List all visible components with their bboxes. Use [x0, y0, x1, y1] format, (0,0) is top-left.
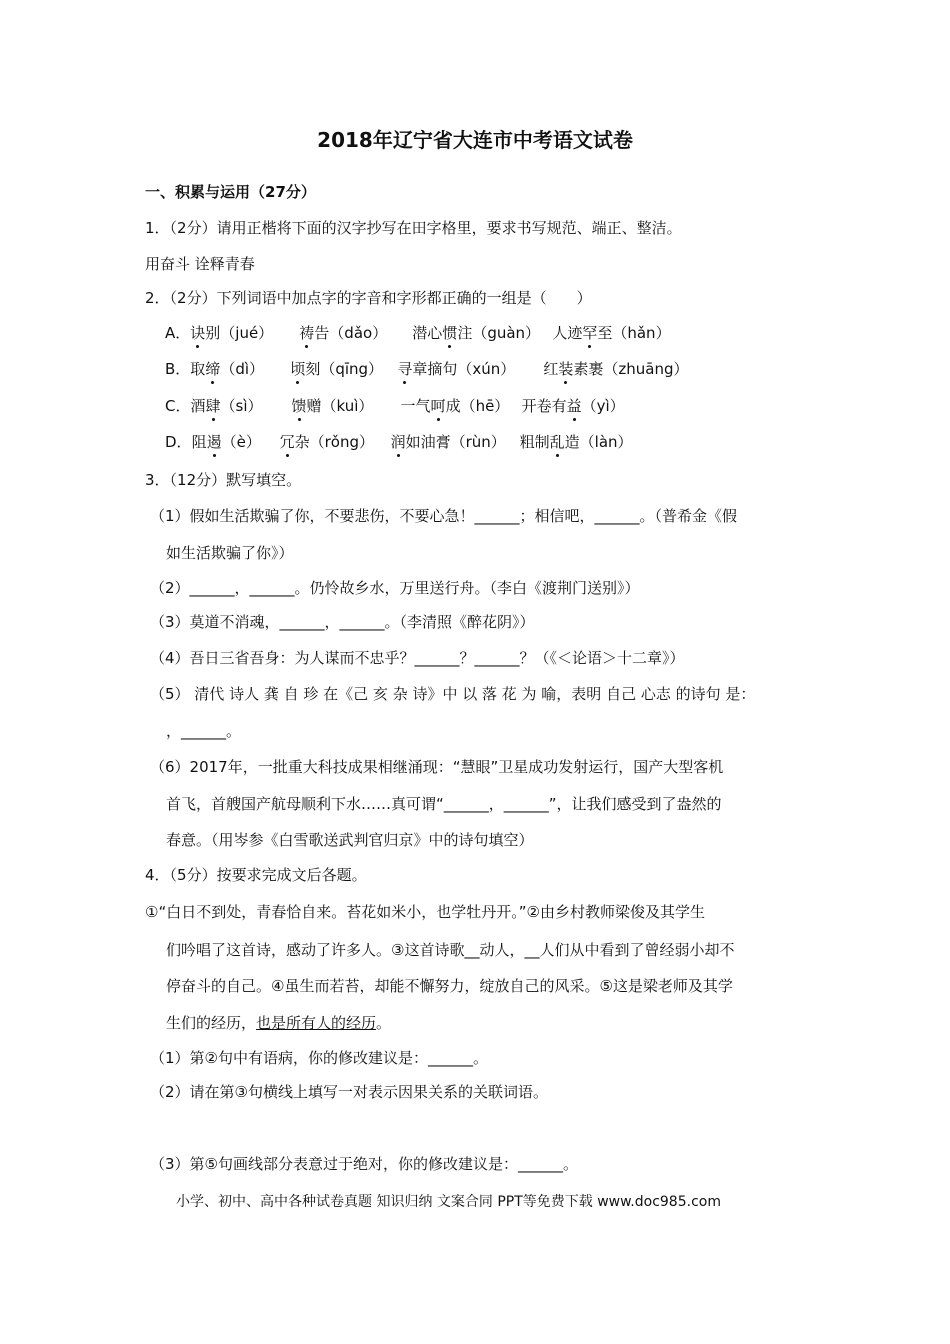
q2-stem: 2．（2分）下列词语中加点字的字音和字形都正确的一组是（ ）: [145, 289, 592, 307]
q3-stem: 3．（12分）默写填空。: [145, 471, 302, 489]
dotted-char: 馈: [291, 397, 307, 415]
q3-item-5-cont: ，______。: [166, 722, 242, 740]
section-heading: 一、积累与运用（27分）: [145, 183, 316, 201]
q4-sub-1: （1）第②句中有语病，你的修改建议是：______。: [150, 1049, 488, 1067]
dotted-char: 遏: [206, 433, 222, 451]
q3-item-6-cont2: 春意。（用岑参《白雪歌送武判官归京》中的诗句填空）: [166, 831, 534, 849]
q1-text: 用奋斗 诠释青春: [145, 255, 255, 273]
q3-item-3: （3）莫道不消魂，______，______。（李清照《醉花阴》）: [150, 613, 535, 631]
q2-option-c: C．酒肆（sì） 馈赠（kuì） 一气呵成（hē） 开卷有益（yì）: [165, 397, 625, 415]
dotted-char: 润: [390, 433, 406, 451]
q4-stem: 4．（5分）按要求完成文后各题。: [145, 866, 367, 884]
dotted-char: 呵: [430, 397, 446, 415]
q3-item-6-cont: 首飞，首艘国产航母顺利下水……真可谓“______，______”，让我们感受到了盎然的: [166, 795, 722, 813]
dotted-char: 益: [566, 397, 582, 415]
q3-item-2: （2）______，______。仍怜故乡水，万里送行舟。（李白《渡荆门送别》）: [150, 579, 640, 597]
dotted-char: 肆: [205, 397, 221, 415]
q2-option-a: A．诀别（jué） 祷告（dǎo） 潜心惯注（guàn） 人迹罕至（hǎn）: [165, 324, 671, 342]
q4-passage-line: 生们的经历，也是所有人的经历。: [166, 1014, 392, 1032]
dotted-char: 缔: [205, 360, 221, 378]
dotted-char: 诀: [190, 324, 206, 342]
dotted-char: 顷: [290, 360, 306, 378]
q4-sub-2: （2）请在第③句横线上填写一对表示因果关系的关联词语。: [150, 1083, 548, 1101]
dotted-char: 冗: [279, 433, 295, 451]
q3-item-1: （1）假如生活欺骗了你，不要悲伤，不要心急！______；相信吧，______。（普希金《假: [150, 507, 738, 525]
footer-text: 小学、初中、高中各种试卷真题 知识归纳 文案合同 PPT等免费下载 www.doc985.com: [176, 1194, 721, 1210]
q3-item-1-cont: 如生活欺骗了你》）: [166, 544, 294, 562]
q3-item-4: （4）吾日三省吾身：为人谋而不忠乎？______？______？（《＜论语＞十二章》）: [150, 649, 685, 667]
q4-sub-3: （3）第⑤句画线部分表意过于绝对，你的修改建议是：______。: [150, 1155, 578, 1173]
q2-option-d: D．阻遏（è） 冗杂（rǒng） 润如油膏（rùn） 粗制乱造（làn）: [165, 433, 633, 451]
q3-item-6: （6）2017年，一批重大科技成果相继涌现：“慧眼”卫星成功发射运行，国产大型客机: [150, 758, 724, 776]
page-title: 2018年辽宁省大连市中考语文试卷: [317, 128, 633, 152]
dotted-char: 乱: [549, 433, 565, 451]
q1-stem: 1．（2分）请用正楷将下面的汉字抄写在田字格里，要求书写规范、端正、整洁。: [145, 219, 682, 237]
q4-passage-line: 们吟唱了这首诗，感动了许多人。③这首诗歌__动人，__人们从中看到了曾经弱小却不: [166, 941, 735, 959]
option-label: A．: [165, 324, 191, 342]
q2-option-b: B．取缔（dì） 顷刻（qīng） 寻章摘句（xún） 红装素裹（zhuāng）: [165, 360, 689, 378]
q3-item-5: （5） 清代 诗人 龚 自 珍 在《己 亥 杂 诗》中 以 落 花 为 喻，表明 自己 心志 的诗句 是：: [150, 685, 756, 703]
dotted-char: 罕: [582, 324, 598, 342]
underlined-phrase: 也是所有人的经历: [256, 1014, 377, 1032]
option-label: C．: [165, 397, 191, 415]
dotted-char: 装: [558, 360, 574, 378]
dotted-char: 惯: [442, 324, 458, 342]
option-label: D．: [165, 433, 192, 451]
dotted-char: 寻: [397, 360, 413, 378]
q4-passage-line: 停奋斗的自己。④虽生而若苔，却能不懈努力，绽放自己的风采。⑤这是梁老师及其学: [166, 977, 733, 995]
dotted-char: 祷: [299, 324, 315, 342]
option-label: B．: [165, 360, 191, 378]
q4-passage-line: ①“白日不到处，青春恰自来。苔花如米小，也学牡丹开。”②由乡村教师梁俊及其学生: [145, 903, 705, 921]
